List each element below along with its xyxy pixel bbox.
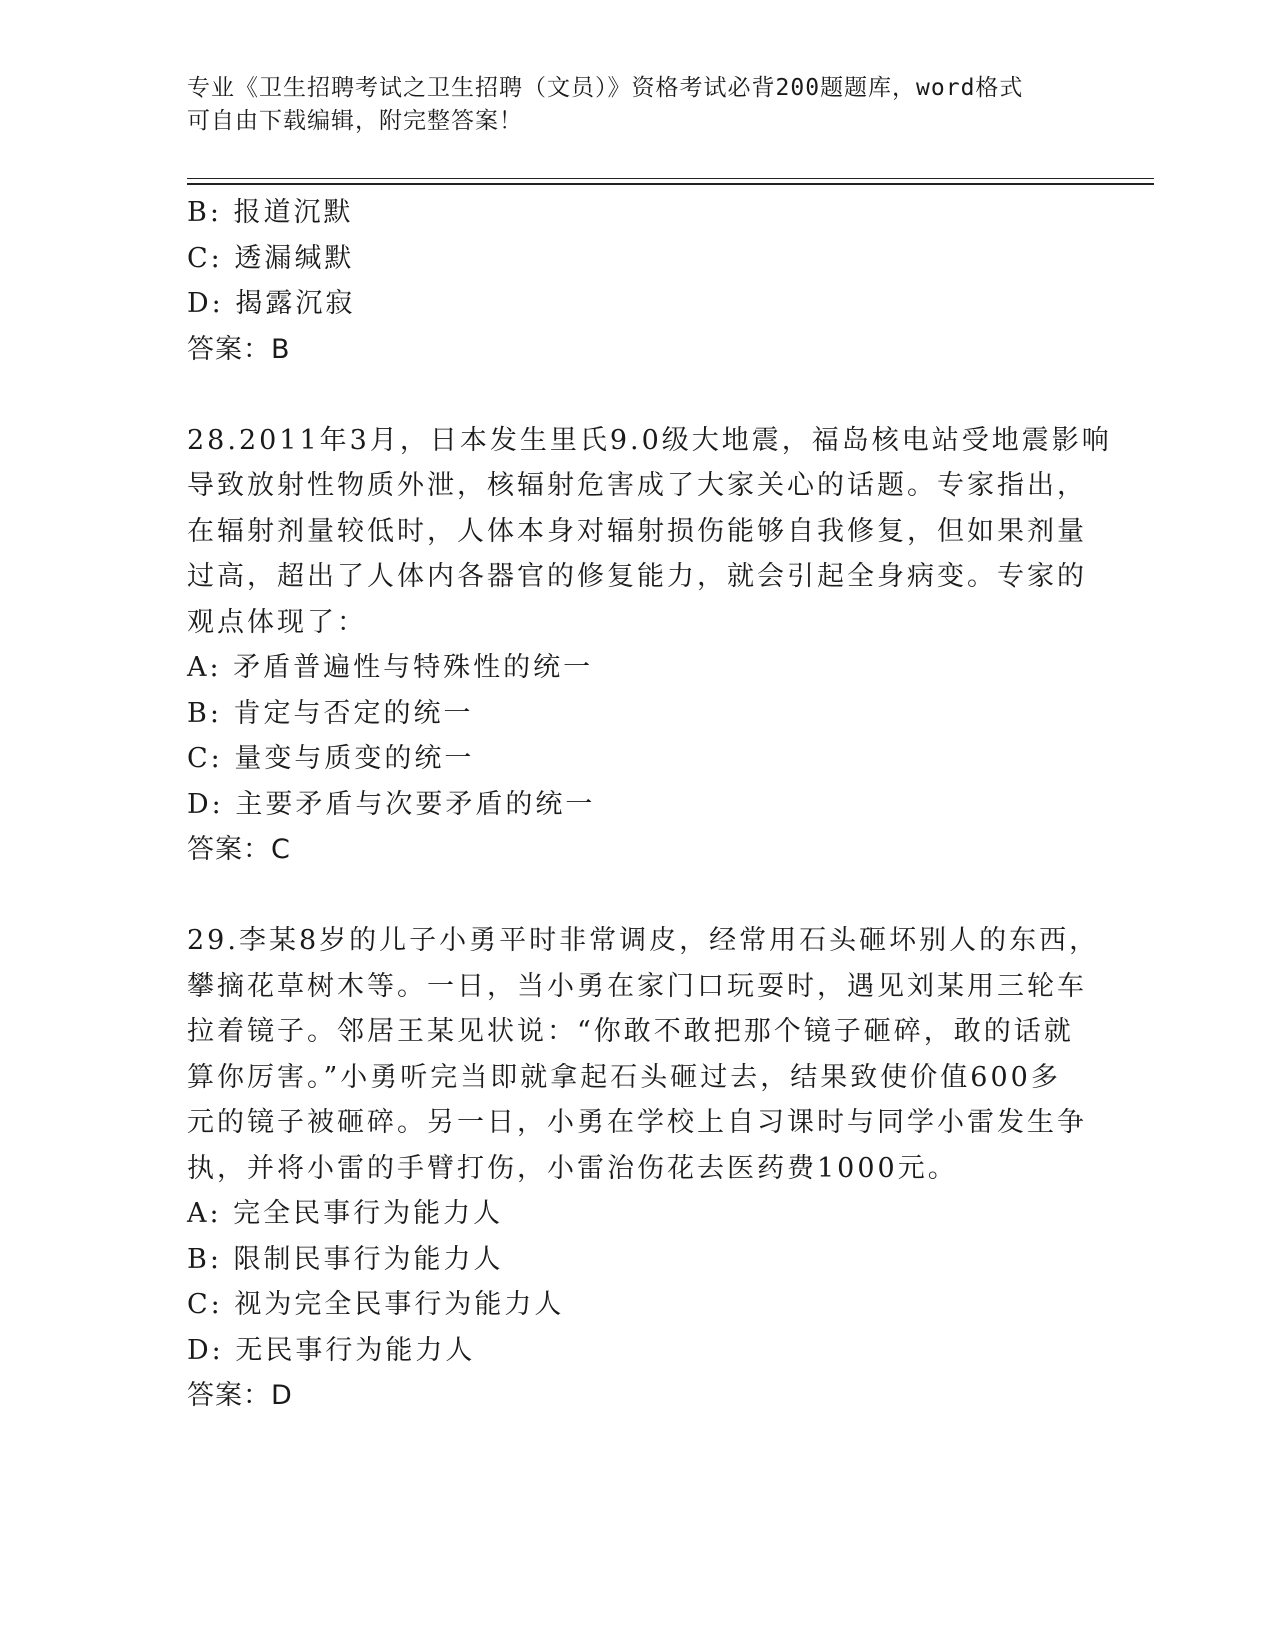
option-b: B: 限制民事行为能力人 bbox=[187, 1243, 504, 1275]
option-a: A: 完全民事行为能力人 bbox=[187, 1198, 504, 1229]
spacer bbox=[187, 372, 1087, 418]
option-d: D: 揭露沉寂 bbox=[187, 288, 356, 319]
header-divider-thick bbox=[187, 183, 1154, 185]
document-body bbox=[187, 190, 1112, 1419]
option-c: C: 透漏缄默 bbox=[187, 242, 355, 274]
question-29 bbox=[187, 918, 1100, 1419]
option-d: D: 无民事行为能力人 bbox=[187, 1334, 476, 1366]
question-text-line: 拉着镜子。邻居王某见状说：“你敢不敢把那个镜子砸碎，敢的话就 bbox=[187, 1016, 1074, 1047]
previous-question-options bbox=[187, 190, 1087, 327]
page-header bbox=[187, 72, 1087, 138]
question-text-line: 元的镜子被砸碎。另一日，小勇在学校上自习课时与同学小雷发生争 bbox=[187, 1107, 1087, 1138]
option-c: C: 量变与质变的统一 bbox=[187, 743, 475, 774]
header-line-2: 可自由下载编辑，附完整答案！ bbox=[187, 108, 523, 134]
question-text-line: 观点体现了： bbox=[187, 606, 367, 638]
question-text-line: 执，并将小雷的手臂打伤，小雷治伤花去医药费1000元。 bbox=[187, 1152, 958, 1184]
question-text-line: 28.2011年3月，日本发生里氏9.0级大地震，福岛核电站受地震影响 bbox=[187, 424, 1112, 456]
question-text-line: 过高，超出了人体内各器官的修复能力，就会引起全身病变。专家的 bbox=[187, 561, 1087, 592]
option-b: B: 报道沉默 bbox=[187, 197, 354, 228]
option-b: B: 肯定与否定的统一 bbox=[187, 697, 474, 729]
question-28 bbox=[187, 418, 1112, 873]
answer-28: 答案：C bbox=[187, 834, 291, 865]
option-d: D: 主要矛盾与次要矛盾的统一 bbox=[187, 788, 596, 820]
question-text-line: 攀摘花草树木等。一日，当小勇在家门口玩耍时，遇见刘某用三轮车 bbox=[187, 970, 1087, 1002]
header-divider-thin bbox=[187, 178, 1154, 179]
answer-29: 答案：D bbox=[187, 1380, 293, 1411]
question-text-line: 算你厉害。”小勇听完当即就拿起石头砸过去，结果致使价值600多 bbox=[187, 1061, 1061, 1093]
question-text-line: 29.李某8岁的儿子小勇平时非常调皮，经常用石头砸坏别人的东西， bbox=[187, 925, 1100, 956]
question-text-line: 在辐射剂量较低时，人体本身对辐射损伤能够自我修复，但如果剂量 bbox=[187, 515, 1087, 547]
question-text-line: 导致放射性物质外泄，核辐射危害成了大家关心的话题。专家指出， bbox=[187, 470, 1087, 501]
spacer bbox=[187, 873, 1087, 919]
previous-answer: 答案：B bbox=[187, 333, 291, 365]
header-line-1: 专业《卫生招聘考试之卫生招聘（文员）》资格考试必背200题题库，word格式 bbox=[187, 75, 1024, 101]
option-c: C: 视为完全民事行为能力人 bbox=[187, 1289, 565, 1320]
option-a: A: 矛盾普遍性与特殊性的统一 bbox=[187, 652, 594, 683]
